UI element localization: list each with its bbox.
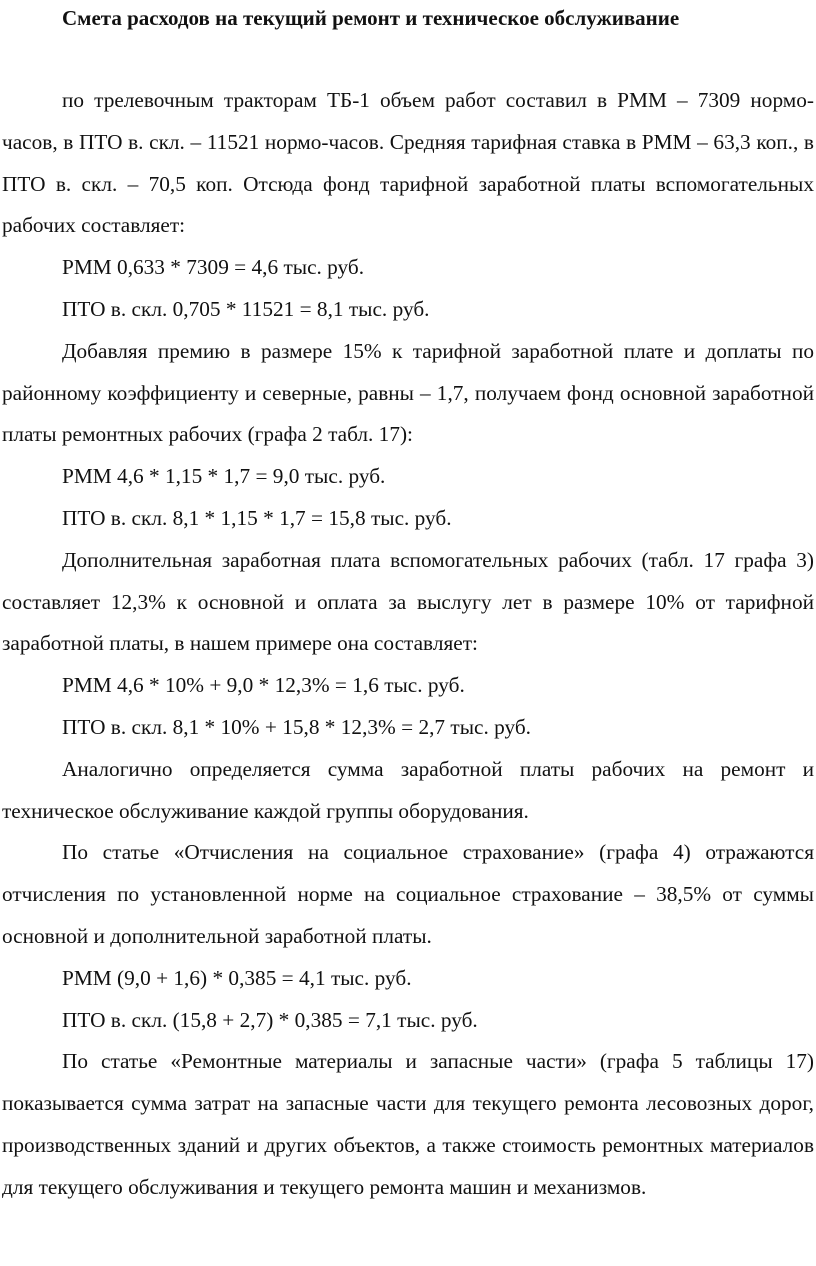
formula-pto-base: ПТО в. скл. 8,1 * 1,15 * 1,7 = 15,8 тыс. руб. [62,505,452,530]
paragraph-materials: По статье «Ремонтные материалы и запасные части» (графа 5 таблицы 17) показывается сумма затрат на запасные части для текущего ремонта лесовозных дорог, производственных зданий и других объектов, а также стоимость ремонтных материалов для текущего обслуживания и текущего ремонта машин и механизмов. [2,1049,814,1199]
paragraph-bonus: Добавляя премию в размере 15% к тарифной заработной плате и доплаты по районному коэффициенту и северные, равны – 1,7, получаем фонд основной заработной платы ремонтных рабочих (графа 2 табл. 17): [2,338,814,447]
document-body [2,80,814,1209]
formula-pto-additional: ПТО в. скл. 8,1 * 10% + 15,8 * 12,3% = 2,7 тыс. руб. [62,714,531,739]
formula-rmm-base: РММ 4,6 * 1,15 * 1,7 = 9,0 тыс. руб. [62,464,386,489]
paragraph-intro: по трелевочным тракторам ТБ-1 объем работ составил в РММ – 7309 нормо-часов, в ПТО в. скл. – 11521 нормо-часов. Средняя тарифная ставка в РММ – 63,3 коп., в ПТО в. скл. – 70,5 коп. Отсюда фонд тарифной заработной платы вспомогательных рабочих составляет: [2,88,814,238]
paragraph-similarly: Аналогично определяется сумма заработной платы рабочих на ремонт и техническое обслуживание каждой группы оборудования. [2,756,814,823]
paragraph-additional-pay: Дополнительная заработная плата вспомогательных рабочих (табл. 17 графа 3) составляет 12,3% к основной и оплата за выслугу лет в размере 10% от тарифной заработной платы, в нашем примере она составляет: [2,547,814,656]
formula-pto-insurance: ПТО в. скл. (15,8 + 2,7) * 0,385 = 7,1 тыс. руб. [62,1007,478,1032]
document-title: Смета расходов на текущий ремонт и техническое обслуживание [62,6,680,30]
formula-rmm-tariff: РММ 0,633 * 7309 = 4,6 тыс. руб. [62,255,365,280]
formula-rmm-additional: РММ 4,6 * 10% + 9,0 * 12,3% = 1,6 тыс. руб. [62,673,465,698]
paragraph-social-insurance: По статье «Отчисления на социальное страхование» (графа 4) отражаются отчисления по установленной норме на социальное страхование – 38,5% от суммы основной и дополнительной заработной платы. [2,840,814,948]
formula-pto-tariff: ПТО в. скл. 0,705 * 11521 = 8,1 тыс. руб. [62,296,430,321]
formula-rmm-insurance: РММ (9,0 + 1,6) * 0,385 = 4,1 тыс. руб. [62,965,412,990]
